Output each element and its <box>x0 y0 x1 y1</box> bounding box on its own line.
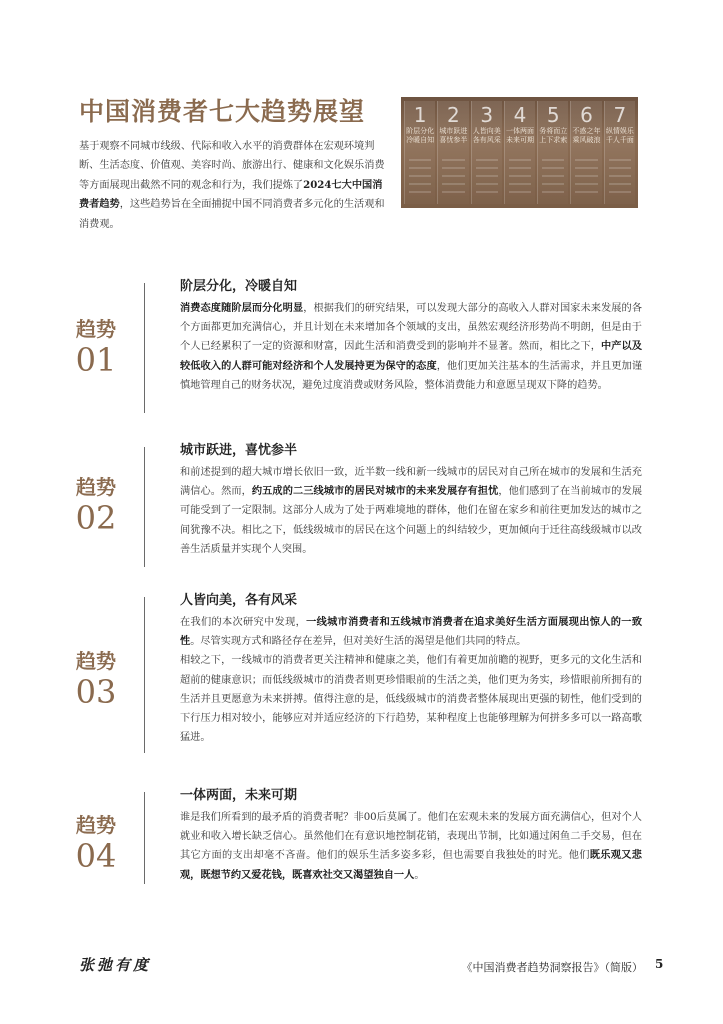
body-text: 。尽管实现方式和路径存在差异，但对美好生活的渴望是他们共同的特点。 <box>190 636 527 648</box>
banner-column <box>504 101 535 204</box>
trend-number: 01 <box>75 341 117 379</box>
banner-texture <box>442 159 464 198</box>
brand-logo: 张弛有度 <box>79 956 152 974</box>
trend-divider <box>144 447 145 567</box>
trend-divider <box>144 792 145 884</box>
banner-number: 1 <box>413 103 427 127</box>
banner-column <box>570 101 601 204</box>
trend-divider <box>144 597 145 753</box>
emphasis-text: 中产以及较低收入的人群可能对经济和个人发展持更为保守的态度 <box>180 340 643 372</box>
emphasis-text: 既乐观又悲观，既想节约又爱花钱，既喜欢社交又渴望独自一人 <box>180 849 642 881</box>
trend-content <box>180 278 642 395</box>
banner-number: 4 <box>513 103 527 127</box>
body-text: ，根据我们的研究结果，可以发现大部分的高收入人群对国家未来发展的各个方面都更加充满信心，并且计划在未来增加各个领域的支出，虽然宏观经济形势尚不明朗，但是由于个人已经累积了一定的资源和财富，因此生活和消费受到的影响并不显著。然而，相比之下， <box>180 303 643 353</box>
emphasis-text: 约五成的二三线城市的居民对城市的未来发展存有担忧 <box>251 485 499 498</box>
banner-label: 不惑之年 乘风破浪 <box>572 127 601 144</box>
banner-texture <box>476 159 498 198</box>
banner-number: 6 <box>580 103 593 127</box>
intro-paragraph <box>79 137 389 234</box>
trend-content <box>180 442 642 559</box>
intro-text-1: 基于观察不同城市线级、代际和收入水平的消费群体在宏观环境判断、生活态度、价值观、美容时尚、旅游出行、健康和文化娱乐消费等方面展现出截然不同的观念和行为，我们提炼了 <box>79 141 385 191</box>
trend-title: 人皆向美，各有风采 <box>180 593 298 608</box>
body-text: 谁是我们所看到的最矛盾的消费者呢？非00后莫属了。他们在宏观未来的发展方面充满信心，但对个人就业和收入增长缺乏信心。虽然他们在有意识地控制花销，表现出节制，比如通过闲鱼二手交易，但在其它方面的支出却毫不吝啬。他们的娱乐生活多姿多彩，但也需要自我独处的时光。他们 <box>180 812 642 862</box>
trend-content <box>180 787 642 885</box>
trend-paragraph <box>180 299 642 395</box>
banner-label: 纵情娱乐 千人千面 <box>605 127 634 144</box>
emphasis-text: 消费态度随阶层而分化明显 <box>180 302 304 314</box>
trend-number: 04 <box>75 837 117 875</box>
body-text: 在我们的本次研究中发现， <box>180 617 307 628</box>
banner-number: 7 <box>613 103 627 127</box>
banner-label: 务将而立 上下求索 <box>539 127 568 144</box>
banner-label: 人皆向美 各有风采 <box>472 127 501 144</box>
banner-column <box>537 101 568 204</box>
trend-badge <box>60 648 132 710</box>
trend-word: 趋势 <box>76 649 116 673</box>
body-text: ，他们更加关注基本的生活需求，并且更加谨慎地管理自己的财务状况，避免过度消费或财务风险，整体消费能力和意愿呈现双下降的趋势。 <box>180 360 643 391</box>
trend-paragraph <box>180 651 642 747</box>
trend-badge <box>60 316 132 378</box>
trend-badge <box>60 474 132 536</box>
body-text: 和前述提到的超大城市增长依旧一致，近半数一线和新一线城市的居民对自己所在城市的发展和生活充满信心。然而， <box>180 467 642 498</box>
trend-number: 02 <box>75 499 117 537</box>
banner-texture <box>409 159 431 198</box>
page-title: 中国消费者七大趋势展望 <box>79 97 366 126</box>
trend-title: 阶层分化，冷暖自知 <box>180 279 298 294</box>
banner-label: 一体两面 未来可期 <box>505 127 534 144</box>
trend-content <box>180 592 642 747</box>
banner-column <box>404 101 435 204</box>
emphasis-text: 一线城市消费者和五线城市消费者在追求美好生活方面展现出惊人的一致性 <box>180 616 643 648</box>
banner-texture <box>542 159 564 198</box>
banner-label: 城市跃进 喜忧参半 <box>439 127 468 144</box>
banner-number: 3 <box>480 103 494 127</box>
trend-word: 趋势 <box>76 475 116 499</box>
banner-label: 阶层分化 冷暖自知 <box>406 127 435 144</box>
banner-texture <box>575 159 597 198</box>
intro-text-2: ，这些趋势旨在全面捕捉中国不同消费者多元化的生活观和消费观。 <box>79 199 385 230</box>
body-text: ，他们感到了在当前城市的发展可能受到了一定限制。这部分人成为了处于两难境地的群体，他们在留在家乡和前往更加发达的城市之间犹豫不决。相比之下，低线级城市的居民在这个问题上的纠结较少，更加倾向于迁往高线级城市以改善生活质量并实现个人突围。 <box>180 486 643 555</box>
report-title: 《中国消费者趋势洞察报告》（简版） <box>461 961 643 974</box>
banner-number: 5 <box>546 103 560 127</box>
trend-title: 城市跃进，喜忧参半 <box>180 443 298 458</box>
trend-number: 03 <box>75 673 117 711</box>
trend-paragraph <box>180 808 642 885</box>
trend-word: 趋势 <box>76 317 116 341</box>
body-text: 。 <box>414 869 425 881</box>
trend-badge <box>60 812 132 874</box>
banner-texture <box>509 159 531 198</box>
banner-column <box>437 101 468 204</box>
trend-title: 一体两面，未来可期 <box>180 788 298 803</box>
banner-number: 2 <box>447 103 460 127</box>
body-text: 相较之下，一线城市的消费者更关注精神和健康之美，他们有着更加前瞻的视野，更多元的文化生活和超前的健康意识；而低线级城市的消费者则更珍惜眼前的生活之美，他们更为务实，珍惜眼前所拥有的生活并且更愿意为未来拼搏。值得注意的是，低线级城市的消费者整体展现出更强的韧性，他们受到的下行压力相对较小，能够应对并适应经济的下行趋势，某种程度上也能够理解为何拼多多可以一路高歌猛进。 <box>180 655 642 744</box>
trend-paragraph <box>180 463 642 559</box>
trend-divider <box>144 283 145 413</box>
page-number: 5 <box>655 957 664 971</box>
banner-texture <box>609 159 631 198</box>
seven-trends-banner-image <box>401 97 638 208</box>
intro-highlight: 2024七大中国消费者趋势 <box>79 178 383 211</box>
trend-paragraph <box>180 613 642 651</box>
banner-column <box>604 101 635 204</box>
trend-word: 趋势 <box>76 813 116 837</box>
banner-column <box>471 101 502 204</box>
